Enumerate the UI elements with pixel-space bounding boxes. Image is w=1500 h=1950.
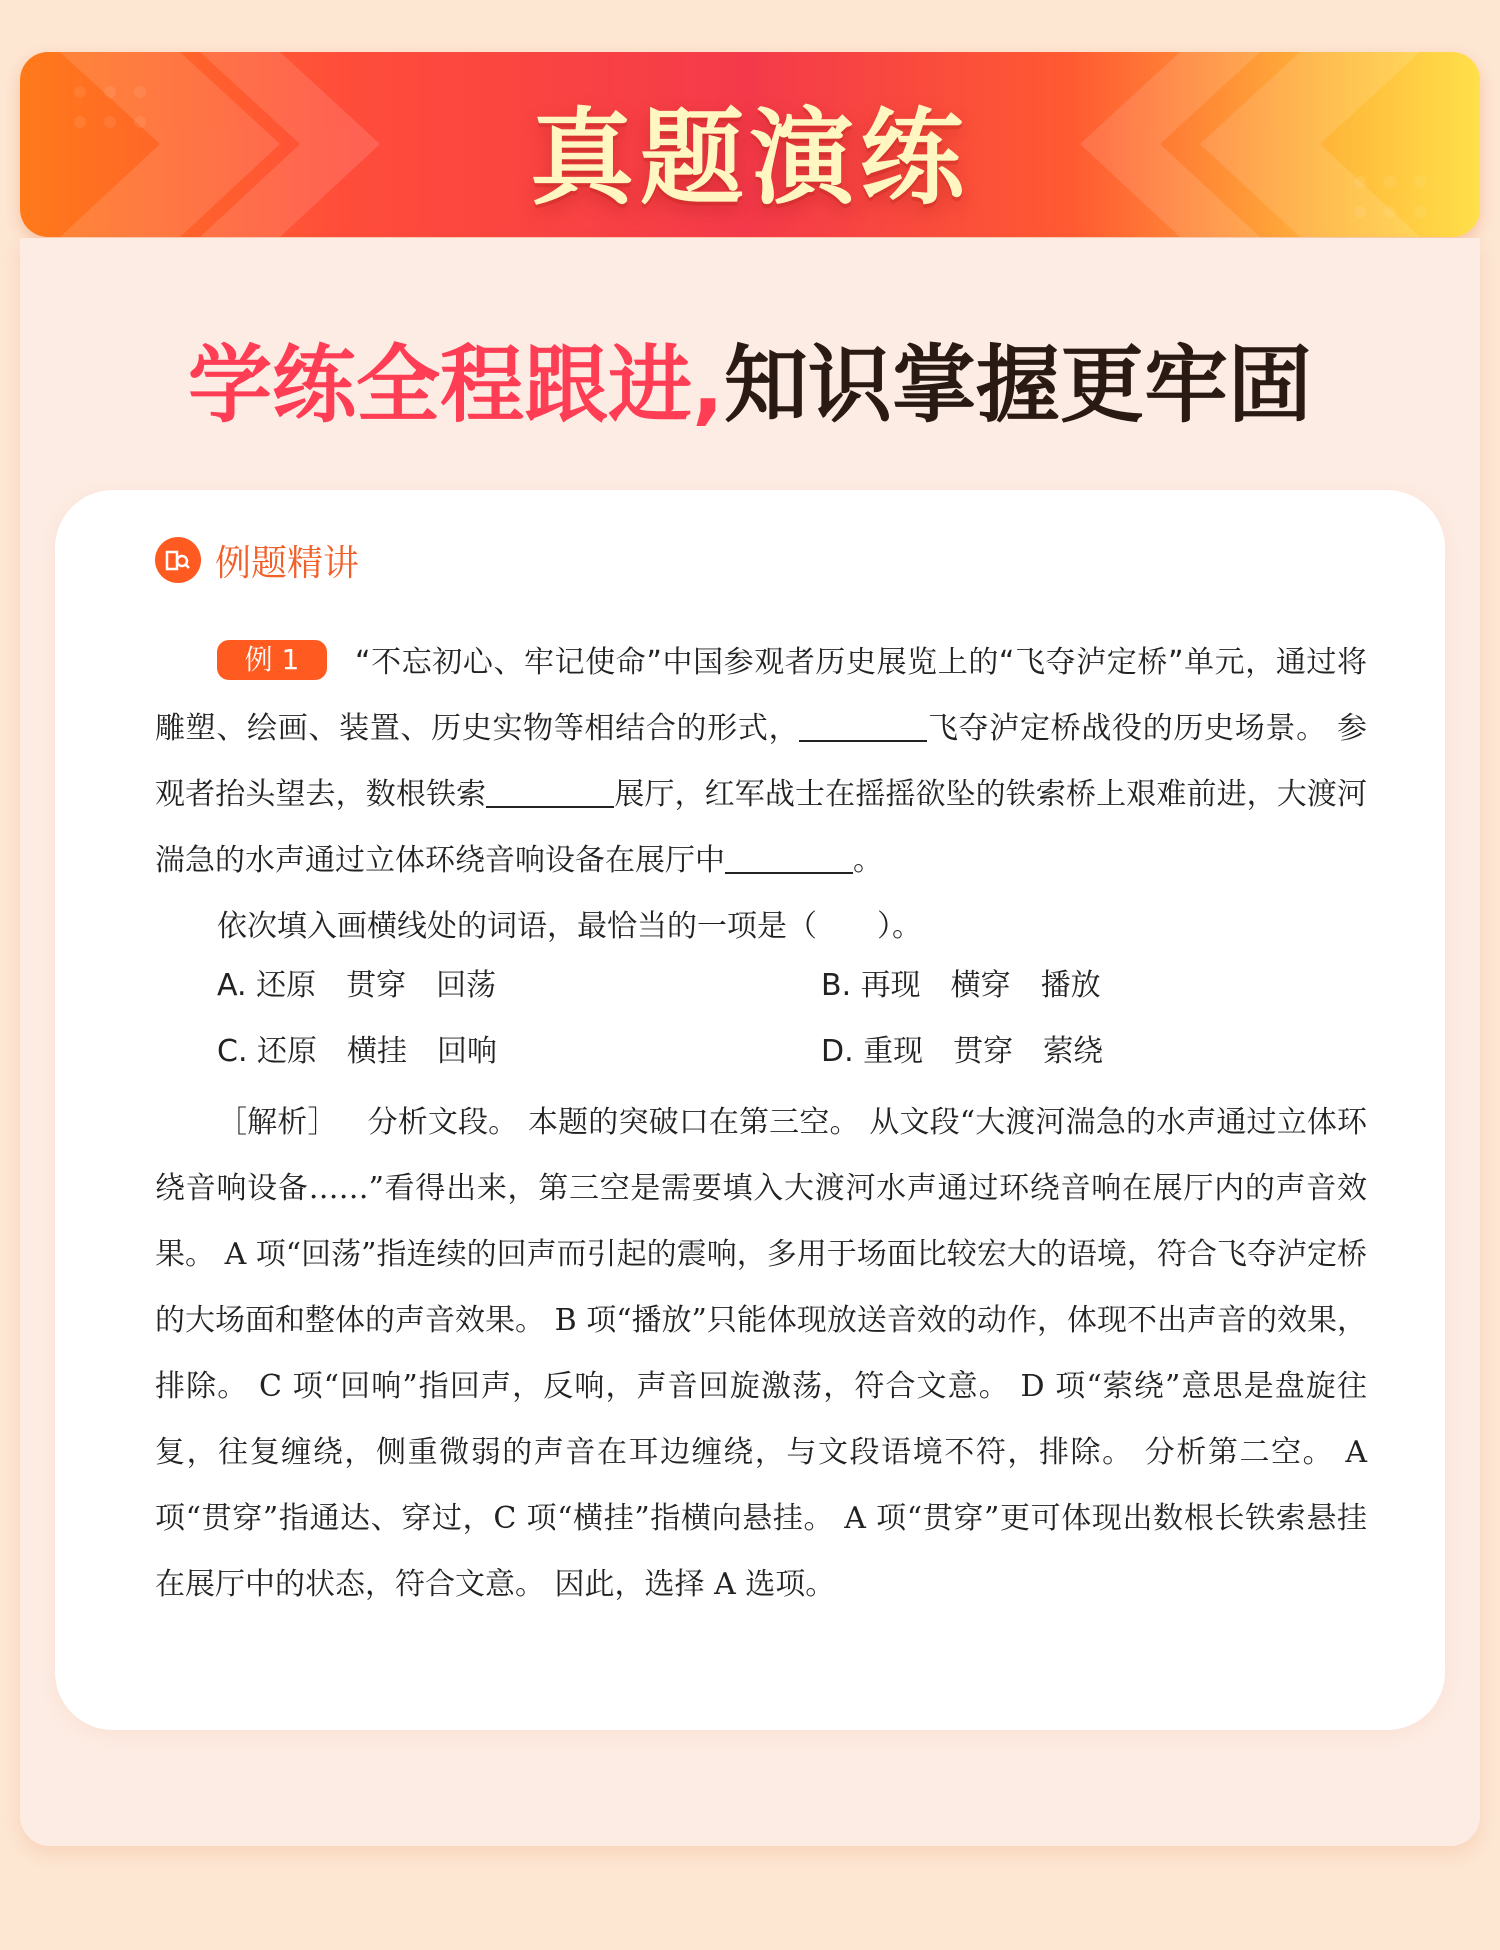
- example-card: [55, 490, 1445, 1730]
- title-banner: [20, 52, 1480, 237]
- analysis-label: ［解析］: [217, 1105, 338, 1140]
- question-text: [155, 630, 1367, 894]
- headline: [0, 318, 1500, 439]
- option-c: C. 还原 横挂 回响: [217, 1034, 498, 1069]
- option-a: A. 还原 贯穿 回荡: [217, 968, 497, 1003]
- question-part-4: 。: [853, 843, 883, 878]
- question-prompt: 依次填入画横线处的词语，最恰当的一项是（ ）。: [217, 909, 922, 944]
- analysis-body: 分析文段。 本题的突破口在第三空。 从文段“大渡河湍急的水声通过立体环绕音响设备……”看得出来，第三空是需要填入大渡河水声通过环绕音响在展厅内的声音效果。 A 项“回荡”指连续的回声而引起的震响，多用于场面比较宏大的语境，符合飞夺泸定桥的大场面和整体的声音效果。 B 项“播放”只能体现放送音效的动作，体现不出声音的效果，排除。 C 项“回响”指回声，反响，声音回旋激荡，符合文意。 D 项“萦绕”意思是盘旋往复，往复缠绕，侧重微弱的声音在耳边缠绕，与文段语境不符，排除。 分析第二空。 A 项“贯穿”指通达、穿过，C 项“横挂”指横向悬挂。 A 项“贯穿”更可体现出数根长铁索悬挂在展厅中的状态，符合文意。 因此，选择 A 选项。: [155, 1105, 1367, 1602]
- question-part-1: “不忘初心、牢记使命”中国参观者历史展览上的“飞夺泸定桥”单元，通过将雕塑、绘画、装置、历史实物等相结合的形式，: [155, 645, 1367, 746]
- option-d: D. 重现 贯穿 萦绕: [821, 1034, 1104, 1069]
- book-icon: [155, 537, 201, 583]
- section-title: 例题精讲: [215, 542, 360, 584]
- example-badge: 例 1: [217, 640, 327, 680]
- section-header: [155, 535, 359, 585]
- answer-blank-3: [725, 842, 853, 874]
- question-part-2: 飞夺泸定桥战役的历史场景。 参观者抬头望去，数根铁索: [155, 711, 1367, 812]
- headline-rest: 知识掌握更牢固: [723, 336, 1312, 434]
- analysis-text: [155, 1090, 1367, 1618]
- answer-blank-1: [799, 710, 927, 742]
- headline-highlight: 学练全程跟进,: [188, 318, 724, 439]
- option-b: B. 再现 横穿 播放: [821, 968, 1101, 1003]
- question-part-3: 展厅，红军战士在摇摇欲坠的铁索桥上艰难前进，大渡河湍急的水声通过立体环绕音响设备在展厅中: [155, 777, 1368, 878]
- banner-title: 真题演练: [529, 97, 970, 219]
- answer-blank-2: [486, 776, 614, 808]
